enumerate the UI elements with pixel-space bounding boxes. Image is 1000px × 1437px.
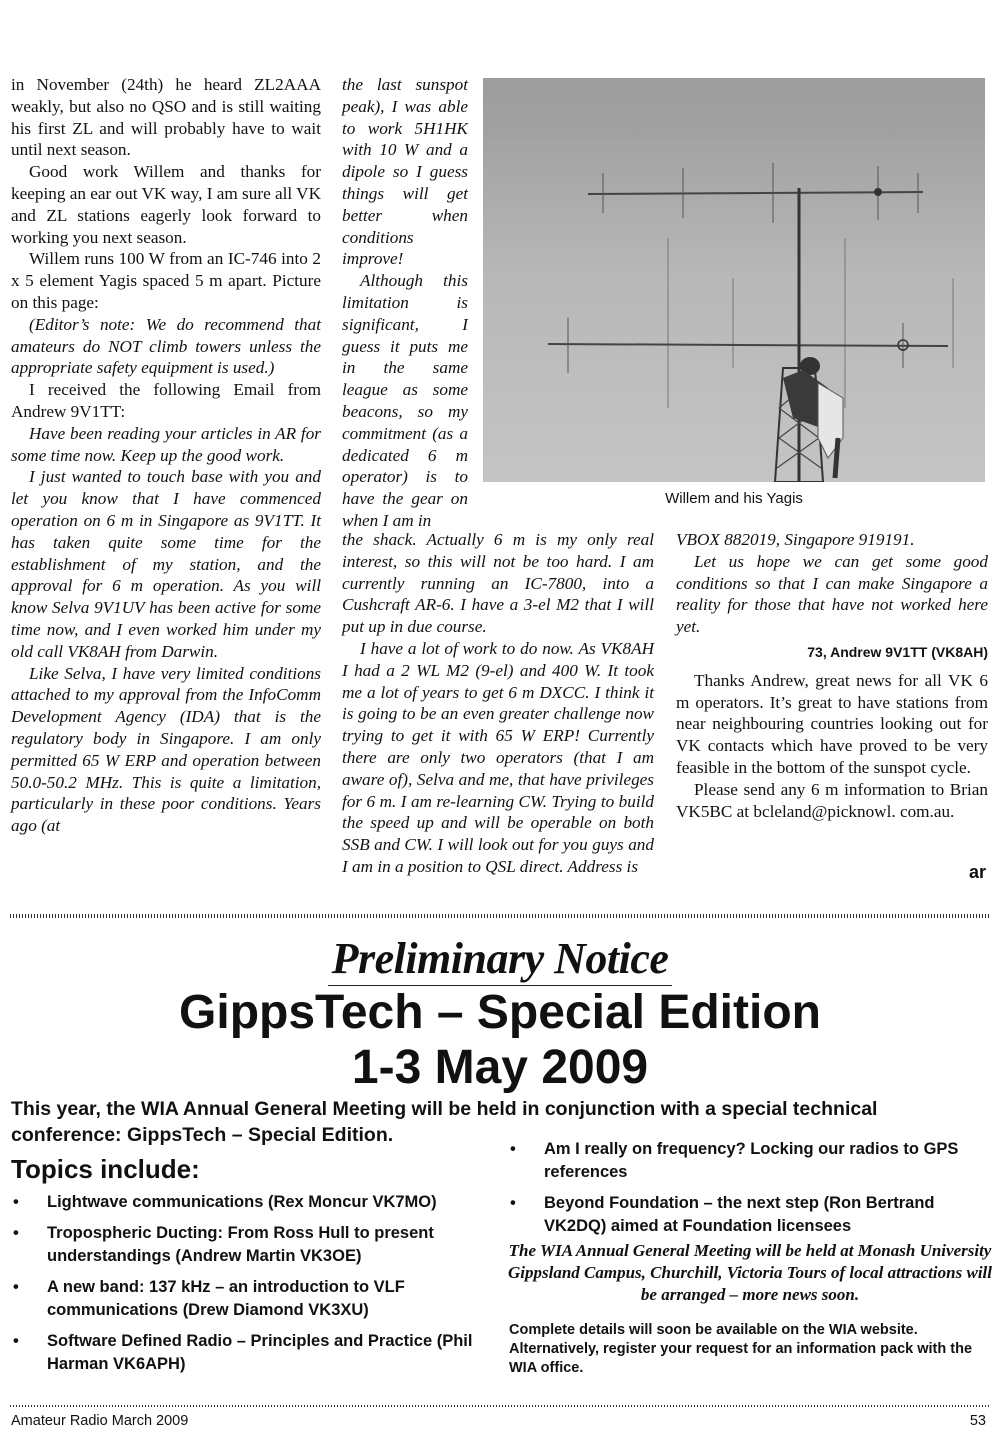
topics-list-left xyxy=(11,1191,481,1384)
topics-list-right xyxy=(508,1138,993,1246)
article-paragraph: Let us hope we can get some good conditions so that I can make Singapore a reality for those that have not worked here yet. xyxy=(676,551,988,637)
topic-item: • Lightwave communications (Rex Moncur VK7MO) xyxy=(11,1191,481,1214)
article-paragraph: Have been reading your articles in AR for some time now. Keep up the good work. xyxy=(11,423,321,465)
article-paragraph: I have a lot of work to do now. As VK8AH I had a 2 WL M2 (9-el) and 400 W. It took me a lot of years to get 6 m DXCC. I think it is going to be an even greater challenge now trying to get it with 65 W ERP! Currently there are only two operators (that I am aware of), Selva and me, that have privileges for 6 m. I am re-learning CW. Trying to build the speed up and will be operable on both SSB and CW. I will look out for you guys and I am in a position to QSL direct. Address is xyxy=(342,638,654,876)
article-column-1 xyxy=(11,74,321,837)
article-paragraph: I just wanted to touch base with you and let you know that I have commenced operation on 6 m in Singapore as 9V1TT. It has taken quite some time for the establishment of my station, and the approval for 6 m operation. As you will know Selva 9V1UV has been active for some time now, and I even worked him under my old call VK8AH from Darwin. xyxy=(11,467,321,661)
notice-preliminary-heading xyxy=(0,933,1000,984)
article-end-mark: ar xyxy=(968,862,986,882)
article-paragraph: Like Selva, I have very limited conditions attached to my approval from the InfoComm Development Agency (IDA) that is the regulatory body in Singapore. I am only permitted 65 W ERP and operation between 50.0-50.2 MHz. This is quite a limitation, particularly in these poor conditions. Years ago (at xyxy=(11,663,321,836)
article-paragraph: VBOX 882019, Singapore 919191. xyxy=(676,530,915,549)
notice-date: 1-3 May 2009 xyxy=(351,1041,649,1094)
notice-preliminary-text: Preliminary Notice xyxy=(328,934,673,986)
notice-intro: This year, the WIA Annual General Meeting will be held in conjunction with a special technical conference: GippsTech – Special Edition. xyxy=(11,1098,878,1146)
page-number: 53 xyxy=(969,1413,986,1429)
photo-willem-yagis xyxy=(483,78,985,482)
article-paragraph: I received the following Email from Andrew 9V1TT: xyxy=(11,380,321,421)
article-paragraph: Please send any 6 m information to Brian VK5BC at bcleland@picknowl. com.au. xyxy=(676,779,988,821)
article-paragraph: Willem runs 100 W from an IC-746 into 2 x 5 element Yagis spaced 5 m apart. Picture on this page: xyxy=(11,249,321,312)
article-paragraph: in November (24th) he heard ZL2AAA weakly, but also no QSO and is still waiting his first ZL and will probably have to wait until next season. xyxy=(11,75,321,160)
topic-item: • Tropospheric Ducting: From Ross Hull to present understandings (Andrew Martin VK3OE) xyxy=(11,1222,481,1268)
topic-item: • Software Defined Radio – Principles and Practice (Phil Harman VK6APH) xyxy=(11,1330,481,1376)
signature-line: 73, Andrew 9V1TT (VK8AH) xyxy=(807,643,988,660)
topic-item: • Am I really on frequency? Locking our radios to GPS references xyxy=(508,1138,993,1184)
topic-item: • Beyond Foundation – the next step (Ron Bertrand VK2DQ) aimed at Foundation licensees xyxy=(508,1192,993,1238)
footer-divider xyxy=(10,1405,990,1407)
article-paragraph: the shack. Actually 6 m is my only real interest, so this will not be too hard. I am currently running an IC-7800, into a Cushcraft AR-6. I have a 3-el M2 that I will put up in due course. xyxy=(342,530,654,637)
footer-publication: Amateur Radio March 2009 xyxy=(11,1413,189,1429)
article-column-3 xyxy=(676,529,988,822)
article-column-2-wide xyxy=(342,529,654,878)
article-paragraph: (Editor’s note: We do recommend that amateurs do NOT climb towers unless the appropriate safety equipment is used.) xyxy=(11,314,321,378)
article-paragraph: the last sunspot peak), I was able to work 5H1HK with 10 W and a dipole so I guess things will get better when conditions improve! xyxy=(342,75,468,269)
article-column-2-narrow xyxy=(342,74,468,532)
section-divider xyxy=(10,914,990,918)
notice-title: GippsTech – Special Edition xyxy=(179,986,821,1039)
article-paragraph: Thanks Andrew, great news for all VK 6 m operators. It’s great to have stations from near neighbouring countries looking out for VK contacts which have proved to be very feasible in the bottom of the sunspot cycle. xyxy=(676,670,988,777)
details-note: Complete details will soon be available on the WIA website. Alternatively, register your request for an information pack with the WIA office. xyxy=(509,1322,973,1376)
topic-item: • A new band: 137 kHz – an introduction to VLF communications (Drew Diamond VK3XU) xyxy=(11,1276,481,1322)
article-paragraph: Good work Willem and thanks for keeping an ear out VK way, I am sure all VK and ZL stations eagerly look forward to working you next season. xyxy=(11,162,321,247)
topics-heading: Topics include: xyxy=(11,1154,200,1184)
article-paragraph: Although this limitation is significant, I guess it puts me in the same league as some beacons, so my commitment (as a dedicated 6 m operator) is to have the gear on when I am in xyxy=(342,271,468,530)
photo-caption: Willem and his Yagis xyxy=(665,490,803,507)
agm-note: The WIA Annual General Meeting will be held at Monash University Gippsland Campus, Churchill, Victoria Tours of local attractions will be arranged – more news soon. xyxy=(508,1241,992,1304)
